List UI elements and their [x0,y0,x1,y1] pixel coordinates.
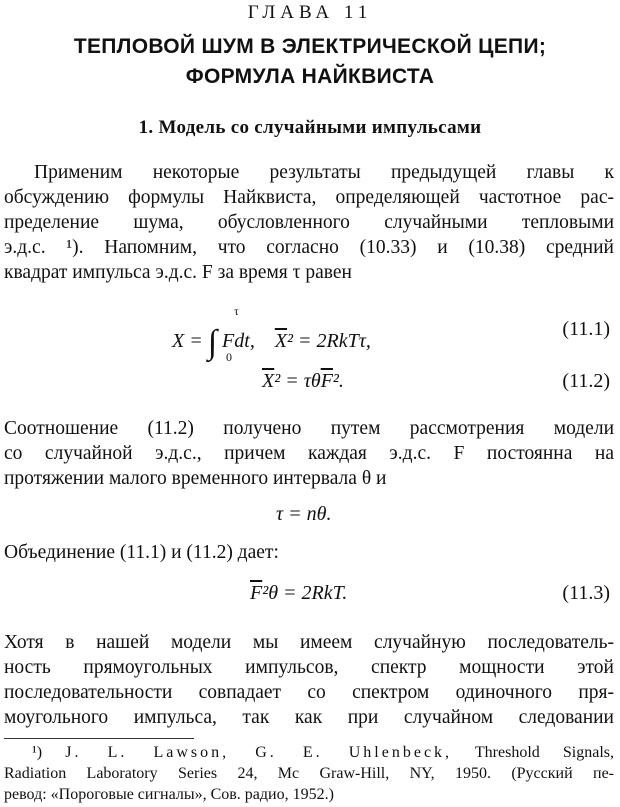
paragraph-intro [4,160,614,285]
chapter-label: ГЛАВА 11 [247,2,373,23]
eq-integrand: Fdt, [222,330,255,352]
equation-number: (11.1) [562,318,610,340]
paragraph-model [4,416,614,491]
eq-mean-x: $\overline{X}$ [262,370,275,392]
paragraph-line: пределение шума, обусловленного случайными тепловыми [4,212,614,233]
integral-upper-limit: τ [234,304,239,318]
footnote-divider [4,738,194,739]
eq-mean-f: $\overline{F}$ [250,582,263,604]
eq-mean-f: $\overline{F}$ [320,370,333,392]
eq-mid: ² = τθ [274,370,321,392]
equation-number: (11.3) [562,582,610,604]
footnote-marker: ¹) [32,744,43,761]
integral-sign-icon: ∫ [207,324,218,361]
equation-11-2 [0,370,620,400]
equation-formula [172,318,371,361]
paragraph-line: протяжении малого временного интервала θ и [4,468,387,489]
paragraph-line: последовательности совпадает со спектром одиночного пря- [4,682,614,703]
paragraph-line: обсуждению формулы Найквиста, определяющей частотное рас- [4,187,614,208]
equation-formula [250,582,347,605]
equation-11-1 [0,304,620,364]
paragraph-spectrum [4,630,614,730]
footnote-title: Threshold Signals, [474,744,614,761]
footnote-line [4,742,614,763]
paragraph-line: э.д.с. ¹). Напомним, что согласно (10.33) и (10.38) средний [4,237,614,258]
chapter-title-line-2: ФОРМУЛА НАЙКВИСТА [185,65,435,88]
paragraph-line: Объединение (11.1) и (11.2) дает: [4,542,279,563]
paragraph-line: моугольного импульса, так как при случайном следовании [4,707,614,728]
paragraph-line: ность прямоугольных импульсов, спектр мощности этой [4,657,614,678]
equation-number: (11.2) [562,370,610,392]
paragraph-line: со случайной э.д.с., причем каждая э.д.с. F постоянна на [4,443,614,464]
paragraph-combine [4,540,614,565]
equation-11-3 [0,582,620,612]
section-title: 1. Модель со случайными импульсами [138,117,482,138]
chapter-title-line-1: ТЕПЛОВОЙ ШУМ В ЭЛЕКТРИЧЕСКОЙ ЦЕПИ; [73,35,547,58]
eq-rest: ²θ = 2RkT. [262,582,348,604]
chapter-title [0,32,620,92]
paragraph-line: Применим некоторые результаты предыдущей главы к [34,162,614,183]
equation-formula [262,370,344,393]
eq-rhs: ² = 2RkTτ, [287,330,371,352]
footnote-line: ревод: «Пороговые сигналы», Сов. радио, 1952.) [4,786,334,803]
footnote [4,742,614,805]
eq-lhs: X = [172,330,203,352]
footnote-authors: J. L. Lawson, G. E. Uhlenbeck, [65,744,453,761]
equation-formula: τ = nθ. [276,503,332,525]
footnote-line: Radiation Laboratory Series 24, Mc Graw-Hill, NY, 1950. (Русский пе- [4,765,614,782]
eq-mean-x: $\overline{X}$ [274,330,288,352]
equation-tau [0,503,620,533]
integral-lower-limit: 0 [226,350,232,364]
eq-end: ². [332,370,344,392]
paragraph-line: Соотношение (11.2) получено путем рассмотрения модели [4,418,614,439]
paragraph-line: Хотя в нашей модели мы имеем случайную последователь- [4,632,614,653]
paragraph-line: квадрат импульса э.д.с. F за время τ равен [4,262,352,283]
